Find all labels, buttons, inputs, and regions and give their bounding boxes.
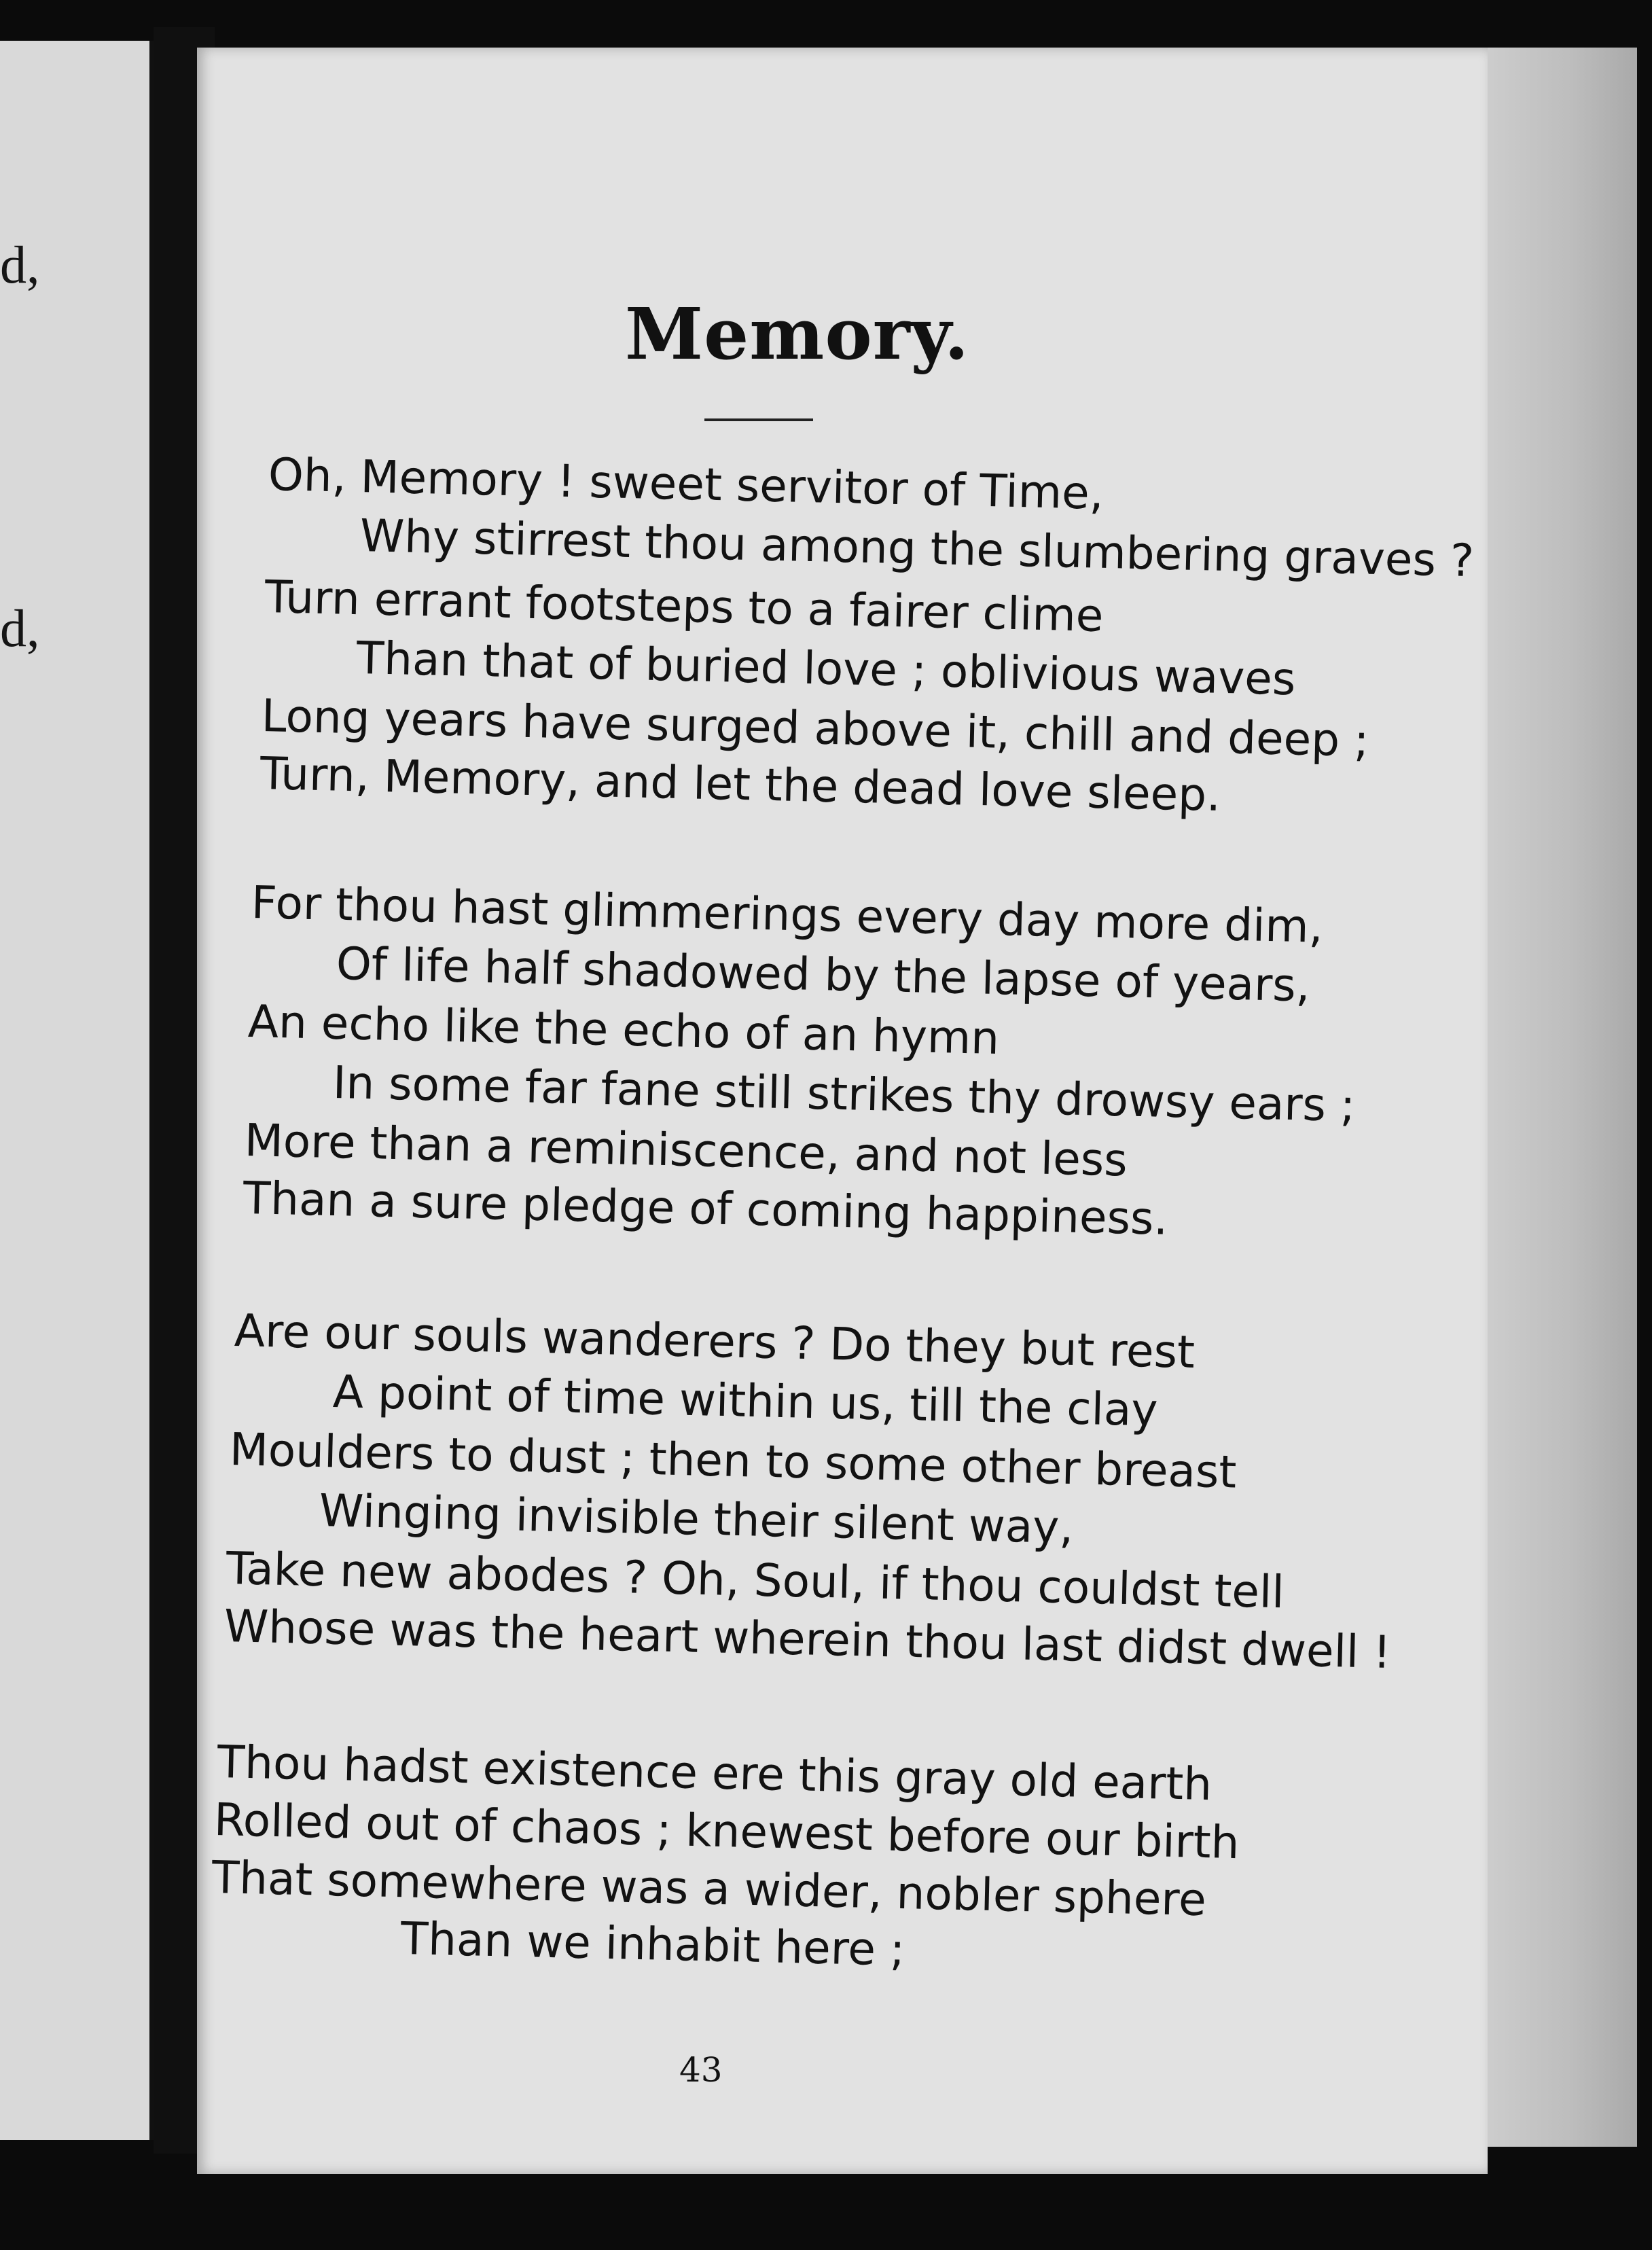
poem-line: Turn errant footsteps to a fairer clime xyxy=(264,571,1105,643)
poem-line: Are our souls wanderers ? Do they but rest xyxy=(234,1304,1196,1379)
poem-line: A point of time within us, till the clay xyxy=(332,1365,1159,1437)
poem-line: Of life half shadowed by the lapse of years, xyxy=(336,938,1311,1012)
poem-line: Rolled out of chaos ; knewest before our birth xyxy=(213,1793,1240,1870)
facing-page-fragment: d, xyxy=(0,235,40,294)
poem-line: Turn, Memory, and let the dead love sleep. xyxy=(259,747,1222,822)
poem-title: Memory. xyxy=(625,292,970,376)
poem-line: That somewhere was a wider, nobler sphere xyxy=(211,1851,1207,1927)
poem-line: Long years have surged above it, chill and deep ; xyxy=(261,690,1370,767)
poem-line: Than we inhabit here ; xyxy=(400,1912,906,1976)
poem-line: More than a reminiscence, and not less xyxy=(244,1114,1128,1187)
poem-line: In some far fane still strikes thy drowsy ears ; xyxy=(332,1056,1357,1132)
poem-line: Thou hadst existence ere this gray old earth xyxy=(217,1736,1213,1811)
poem-line: Than that of buried love ; oblivious waves xyxy=(356,632,1297,706)
poem-line: Take new abodes ? Oh, Soul, if thou couldst tell xyxy=(226,1542,1285,1619)
poem-line: Oh, Memory ! sweet servitor of Time, xyxy=(268,448,1105,520)
poem-line: Why stirrest thou among the slumbering graves ? xyxy=(359,510,1475,588)
poem-line: Whose was the heart wherein thou last didst dwell ! xyxy=(223,1600,1392,1679)
facing-page-fragment: d, xyxy=(0,599,40,658)
poem-line: Than a sure pledge of coming happiness. xyxy=(243,1172,1169,1245)
poem-line: An echo like the echo of an hymn xyxy=(247,995,1000,1065)
page-number: 43 xyxy=(679,2050,723,2090)
poem-line: Winging invisible their silent way, xyxy=(319,1484,1075,1554)
poem-line: For thou hast glimmerings every day more dim, xyxy=(251,876,1324,953)
poem-line: Moulders to dust ; then to some other breast xyxy=(229,1423,1238,1499)
